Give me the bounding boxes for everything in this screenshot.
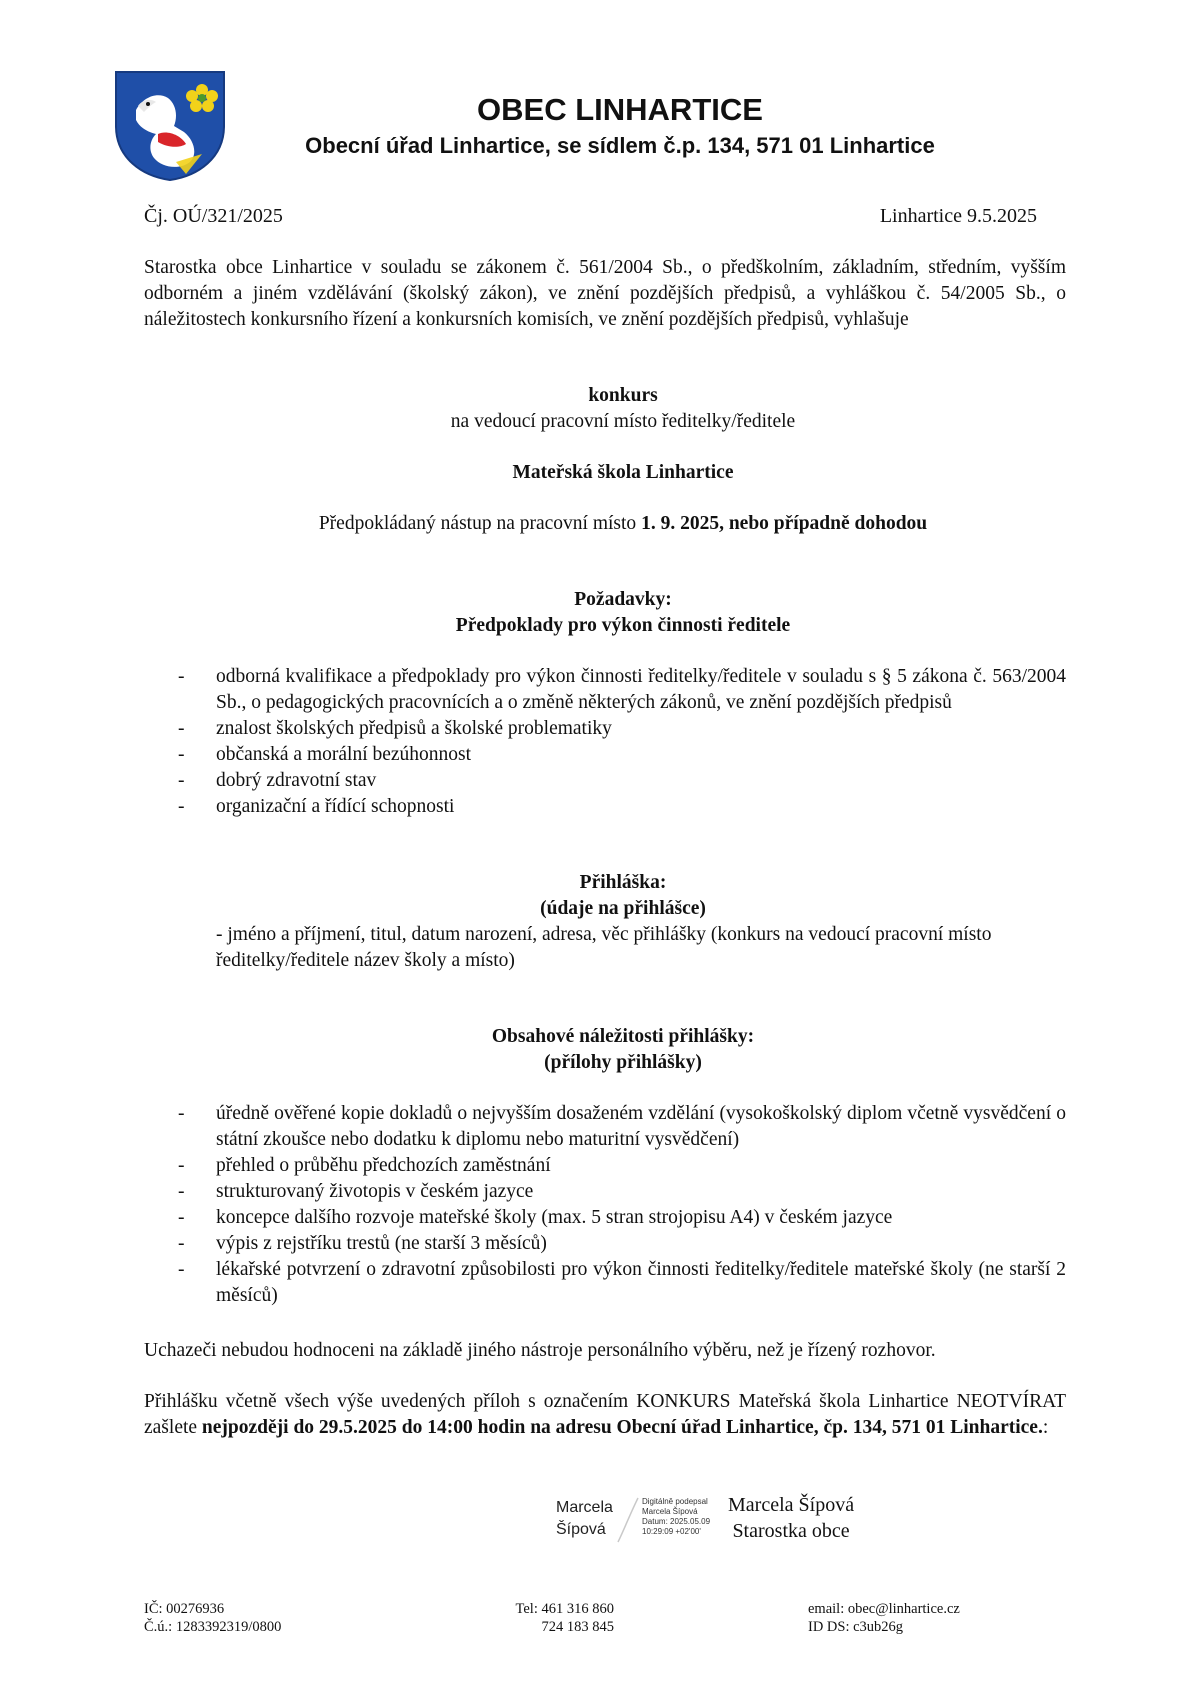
footer-phones: [502, 1600, 614, 1636]
footer-contact: [808, 1600, 960, 1636]
crest-bird-eye: [146, 102, 150, 106]
digital-signature-info: Digitálně podepsal Marcela Šípová Datum: 2025.05.09 10:29:09 +02'00': [642, 1497, 711, 1536]
list-item: - koncepce dalšího rozvoje mateřské školy (max. 5 stran strojopisu A4) v českém jazyce: [178, 1207, 893, 1228]
place-date: Linhartice 9.5.2025: [879, 205, 1037, 227]
position-line: na vedoucí pracovní místo ředitelky/ředitele: [450, 411, 796, 432]
requirements-subheading: Předpoklady pro výkon činnosti ředitele: [455, 615, 791, 636]
application-subheading: (údaje na přihlášce): [540, 898, 706, 919]
list-item: - lékařské potvrzení o zdravotní způsobilosti pro výkon činnosti ředitelky/ředitele mateřské školy (ne starší 2 měsíců): [178, 1259, 1066, 1306]
coat-of-arms-logo: [114, 70, 226, 182]
list-item: - úředně ověřené kopie dokladů o nejvyšším dosaženém vzdělání (vysokoškolský diplom včetně vysvědčení o státní zkoušce nebo dodatku k diplomu nebo maturitní vysvědčení): [178, 1103, 1066, 1150]
attachments-list: [178, 1101, 1066, 1309]
signature-name-block: [556, 1497, 613, 1541]
submission-paragraph: [144, 1389, 1066, 1441]
attachments-heading: Obsahové náležitosti přihlášky:: [491, 1026, 755, 1047]
signature-last-name: Šípová: [556, 1521, 606, 1538]
list-item: - znalost školských předpisů a školské problematiky: [178, 718, 612, 739]
page-subtitle: Obecní úřad Linhartice, se sídlem č.p. 134, 571 01 Linhartice: [305, 133, 935, 158]
reference-number: Čj. OÚ/321/2025: [144, 205, 283, 227]
submission-text: Přihlášku včetně všech výše uvedených příloh s označením KONKURS Mateřská škola Linhartice NEOTVÍRAT zašlete: [144, 1391, 1066, 1438]
footer-ico: IČ: 00276936: [144, 1601, 225, 1617]
list-item: - přehled o průběhu předchozích zaměstnání: [178, 1155, 551, 1176]
page-title: OBEC LINHARTICE: [477, 92, 763, 127]
footer-data-box: ID DS: c3ub26g: [808, 1619, 904, 1635]
application-details: - jméno a příjmení, titul, datum narození, adresa, věc přihlášky (konkurs na vedoucí pracovní místo ředitelky/ředitele název školy a místo): [216, 924, 992, 971]
submission-deadline: nejpozději do 29.5.2025 do 14:00 hodin na adresu Obecní úřad Linhartice, čp. 134, 571 01 Linhartice.: [201, 1417, 1043, 1438]
list-item: - výpis z rejstříku trestů (ne starší 3 měsíců): [178, 1233, 547, 1254]
signatory-block: [728, 1492, 854, 1544]
intro-paragraph: Starostka obce Linhartice v souladu se zákonem č. 561/2004 Sb., o předškolním, základním, středním, vyšším odborném a jiném vzdělávání (školský zákon), ve znění pozdějších předpisů, a vyhláškou č. 54/2005 Sb., o náležitostech konkursního řízení a konkursních komisích, ve znění pozdějších předpisů, vyhlašuje: [144, 257, 1066, 330]
start-date-value: 1. 9. 2025, nebo případně dohodou: [641, 513, 928, 534]
footer-tel2: 724 183 845: [541, 1619, 614, 1635]
list-item: - organizační a řídící schopnosti: [178, 796, 455, 817]
footer-ids: [144, 1600, 281, 1636]
konkurs-heading: konkurs: [588, 385, 658, 406]
requirements-heading: Požadavky:: [574, 589, 672, 610]
list-item: - odborná kvalifikace a předpoklady pro výkon činnosti ředitelky/ředitele v souladu s § 5 zákona č. 563/2004 Sb., o pedagogických pracovnících a o změně některých zákonů, ve znění pozdějších předpisů: [178, 666, 1066, 713]
attachments-subheading: (přílohy přihlášky): [544, 1052, 702, 1073]
list-item: - dobrý zdravotní stav: [178, 770, 377, 791]
list-item: - strukturovaný životopis v českém jazyce: [178, 1181, 534, 1202]
signature-stroke-icon: [614, 1494, 642, 1546]
signature-first-name: Marcela: [556, 1499, 613, 1516]
requirements-list: [178, 664, 1066, 820]
start-date-line: [144, 511, 1102, 537]
footer-account: Č.ú.: 1283392319/0800: [144, 1619, 282, 1635]
application-heading: Přihláška:: [579, 872, 667, 893]
submission-tail: :: [1042, 1417, 1049, 1438]
signatory-name: Marcela Šípová: [728, 1494, 855, 1516]
start-date-prefix: Předpokládaný nástup na pracovní místo: [318, 513, 642, 534]
footer-email: email: obec@linhartice.cz: [808, 1601, 960, 1617]
evaluation-note: Uchazeči nebudou hodnoceni na základě jiného nástroje personálního výběru, než je řízený rozhovor.: [144, 1340, 936, 1361]
school-name: Mateřská škola Linhartice: [512, 462, 734, 483]
signatory-role: Starostka obce: [732, 1520, 850, 1542]
footer-tel1: Tel: 461 316 860: [515, 1601, 614, 1617]
list-item: - občanská a morální bezúhonnost: [178, 744, 472, 765]
